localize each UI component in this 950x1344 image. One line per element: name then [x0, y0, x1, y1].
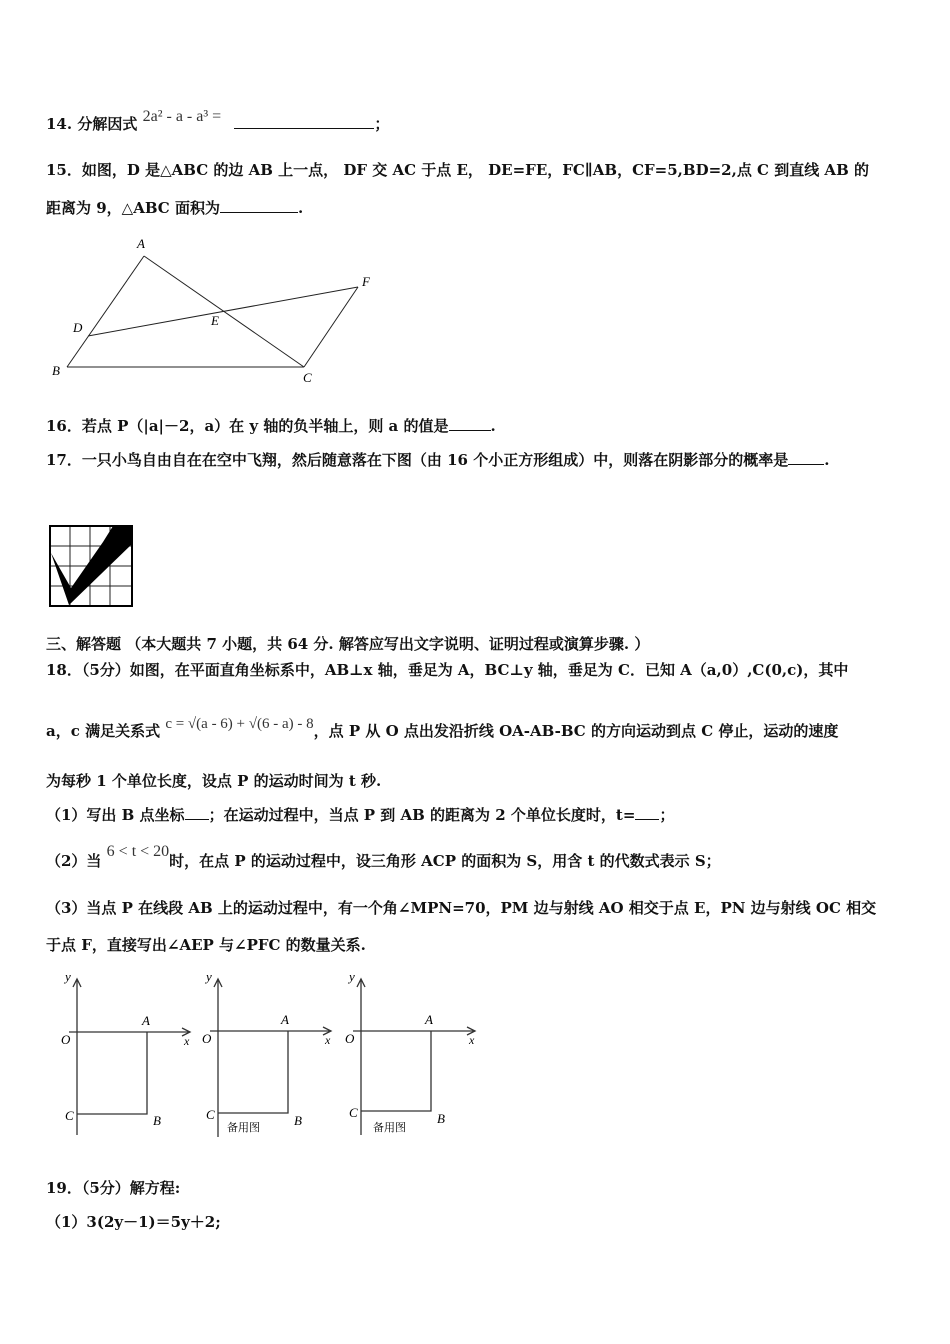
q18-line3: 为每秒 1 个单位长度，设点 P 的运动时间为 t 秒.: [46, 772, 382, 790]
q18-line2: [46, 716, 839, 742]
q15-label-e: E: [211, 313, 219, 328]
q17-grid-figure: [49, 525, 135, 609]
q15-label-b: B: [52, 363, 60, 378]
fig3-label-x: x: [469, 1033, 475, 1047]
q16-line: [46, 416, 496, 436]
fig2-label-o: O: [202, 1031, 212, 1046]
q18-figure-spare-2: [345, 969, 475, 1135]
fig2-label-c: C: [206, 1107, 215, 1122]
q15-segment-df: [88, 287, 358, 336]
q18-sub1-end: ；: [659, 806, 675, 824]
fig1-label-x: x: [184, 1034, 190, 1048]
q19-line1: 19．（5分）解方程:: [46, 1179, 181, 1197]
q15-segment-ab: [67, 256, 144, 367]
q18-line2-end: ，点 P 从 O 点出发沿折线 OA-AB-BC 的方向运动到点 C 停止，运动的速度: [313, 722, 839, 740]
fig3-label-y: y: [349, 969, 355, 984]
fig3-label-a: A: [425, 1012, 433, 1027]
q15-label-c: C: [303, 370, 312, 385]
fig1-label-y: y: [65, 969, 71, 984]
q16-end: .: [490, 417, 496, 435]
q14-expression: 2a² - a - a³ =: [142, 108, 222, 125]
fig2-label-a: A: [281, 1012, 289, 1027]
q17-answer-blank: [788, 450, 824, 465]
q17-text: 17．一只小鸟自由自在在空中飞翔，然后随意落在下图（由 16 个小正方形组成）中，则落在阴影部分的概率是: [46, 451, 789, 469]
q18-sub1-text: （1）写出 B 点坐标: [46, 806, 185, 824]
fig1-label-o: O: [61, 1032, 71, 1047]
q18-sub1: [46, 805, 674, 825]
q14-line: [46, 108, 390, 135]
fig1-label-c: C: [65, 1108, 74, 1123]
q15-answer-blank: [220, 198, 298, 213]
q16-text: 16．若点 P（|a|－2，a）在 y 轴的负半轴上，则 a 的值是: [46, 417, 449, 435]
fig3-label-b: B: [437, 1111, 445, 1126]
q18-sub2-condition: 6 < t < 20: [106, 843, 170, 860]
q14-end: ；: [374, 115, 390, 133]
fig2-spare-label: 备用图: [227, 1122, 260, 1134]
q16-answer-blank: [449, 416, 491, 431]
q15-label-f: F: [362, 274, 370, 289]
q18-figure-spare-1: [202, 969, 331, 1137]
fig3-label-c: C: [349, 1105, 358, 1120]
fig3-label-o: O: [345, 1031, 355, 1046]
fig2-label-y: y: [206, 969, 212, 984]
q18-formula: c = √(a - 6) + √(6 - a) - 8: [165, 716, 314, 732]
q18-sub2-text2: 时，在点 P 的运动过程中，设三角形 ACP 的面积为 S，用含 t 的代数式表示 S；: [169, 852, 721, 870]
q18-sub2-text: （2）当: [46, 852, 102, 870]
q18-coordinate-figures: [55, 965, 495, 1140]
fig1-label-b: B: [153, 1113, 161, 1128]
q17-line: [46, 450, 829, 470]
q18-sub1-blank-t: [635, 805, 659, 820]
fig1-label-a: A: [142, 1013, 150, 1028]
fig3-spare-label: 备用图: [373, 1122, 406, 1134]
q18-sub1-text2: ；在运动过程中，当点 P 到 AB 的距离为 2 个单位长度时，t=: [208, 806, 636, 824]
q18-line1: 18．（5分）如图，在平面直角坐标系中，AB⊥x 轴，垂足为 A，BC⊥y 轴，垂足为 C．已知 A（a,0）,C(0,c)，其中: [46, 661, 849, 679]
section3-heading: 三、解答题 （本大题共 7 小题，共 64 分. 解答应写出文字说明、证明过程或演算步骤. ）: [46, 635, 650, 653]
q15-triangle-figure: [40, 232, 390, 387]
q17-end: .: [824, 451, 830, 469]
q18-sub3-line1: （3）当点 P 在线段 AB 上的运动过程中，有一个角∠MPN=70，PM 边与射线 AO 相交于点 E，PN 边与射线 OC 相交: [46, 899, 877, 917]
fig2-label-x: x: [325, 1033, 331, 1047]
q18-sub2: [46, 843, 721, 872]
q15-label-d: D: [73, 320, 83, 335]
q15-label-a: A: [137, 236, 145, 251]
q14-label: 分解因式: [77, 115, 138, 133]
q18-figure-main: [61, 969, 190, 1135]
q15-segment-fc: [304, 287, 358, 367]
q15-line2: [46, 198, 303, 218]
q15-line2-text: 距离为 9，△ABC 面积为: [46, 199, 220, 217]
q15-line1: 15．如图，D 是△ABC 的边 AB 上一点， DF 交 AC 于点 E， DE=FE，FC∥AB，CF=5,BD=2,点 C 到直线 AB 的: [46, 161, 869, 179]
q18-sub1-blank-b: [185, 805, 209, 820]
fig2-label-b: B: [294, 1113, 302, 1128]
q15-line2-end: .: [297, 199, 304, 217]
q18-line2-text: a，c 满足关系式: [46, 722, 161, 740]
q18-sub3-line2: 于点 F，直接写出∠AEP 与∠PFC 的数量关系.: [46, 936, 366, 954]
q14-text: 14.: [46, 115, 73, 133]
q19-line2: （1）3(2y－1)＝5y＋2;: [46, 1213, 221, 1231]
q14-answer-blank: [234, 114, 374, 129]
